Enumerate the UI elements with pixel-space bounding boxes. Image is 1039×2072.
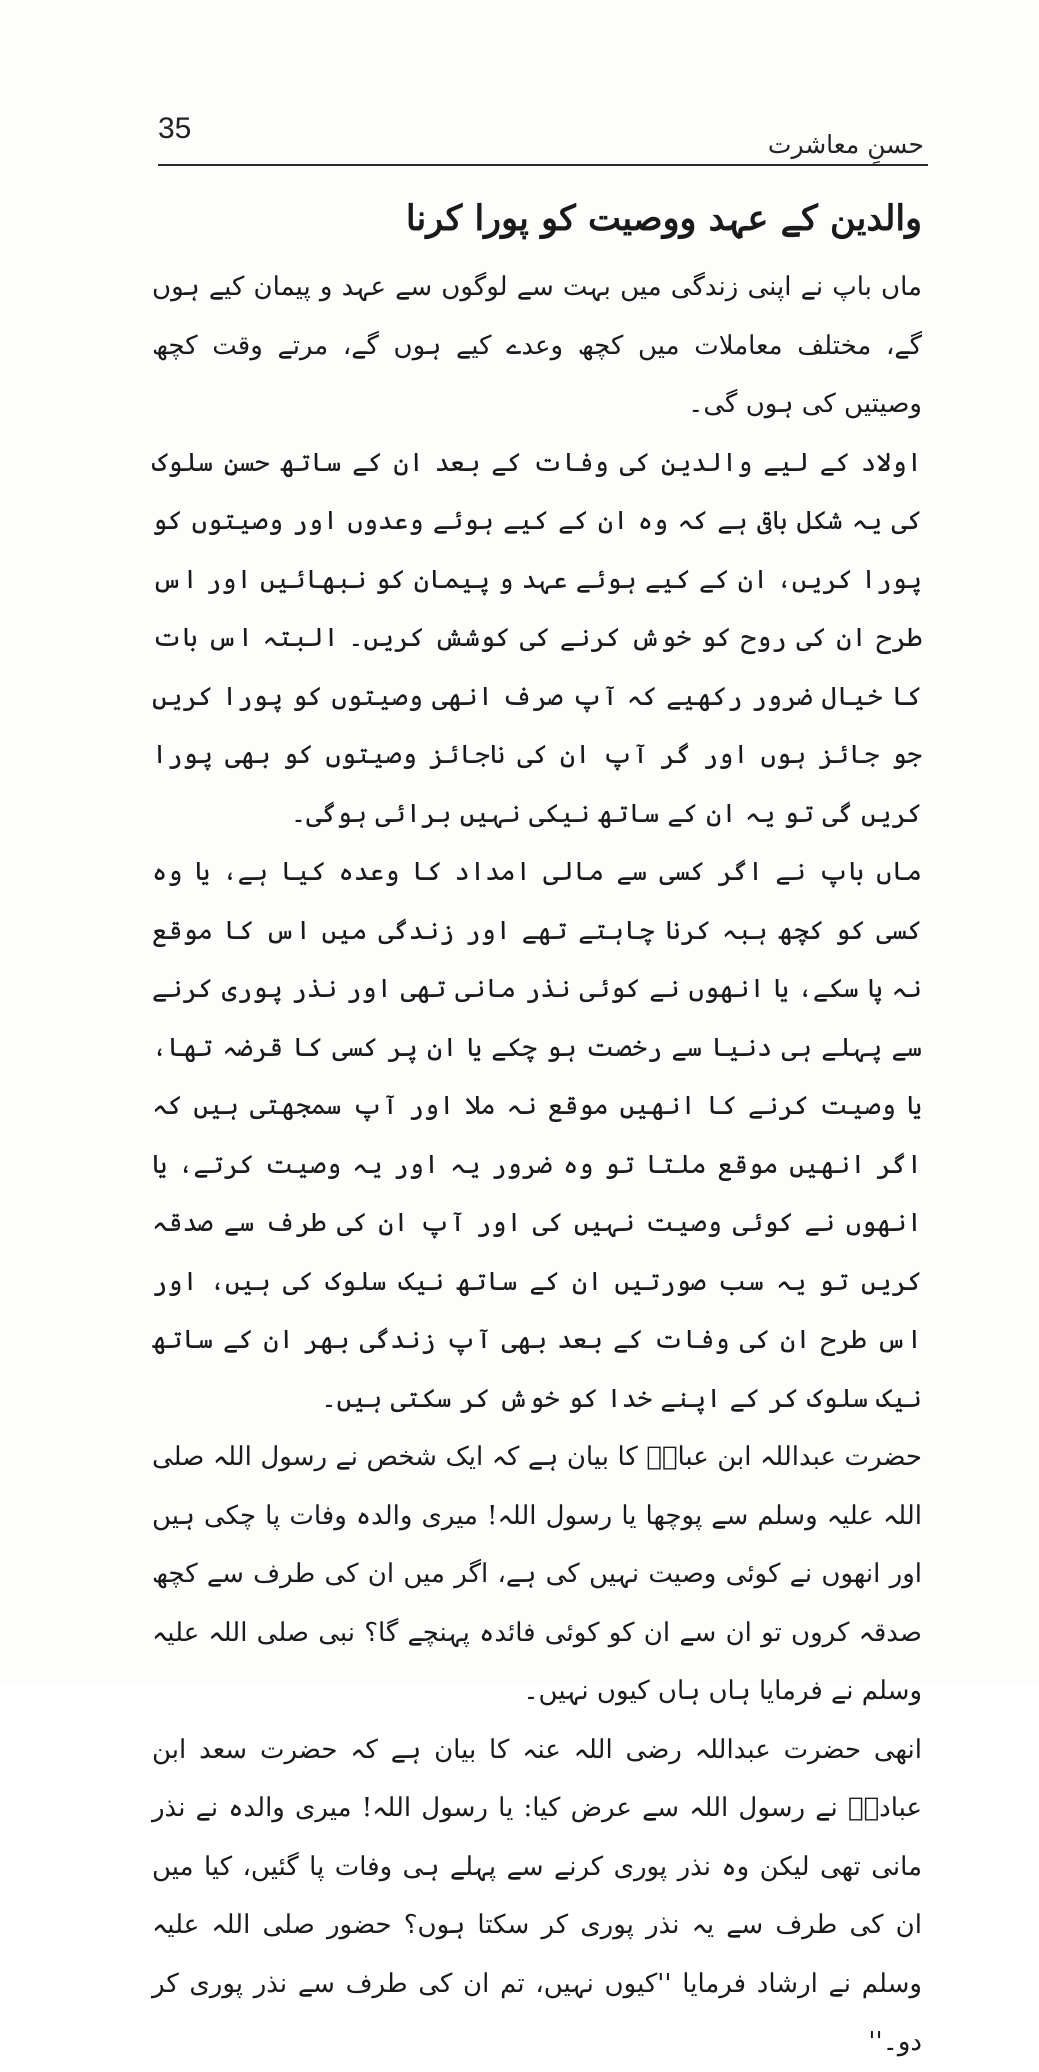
page-number: 35 xyxy=(158,112,192,145)
running-title: حسنِ معاشرت xyxy=(767,130,924,159)
page-header xyxy=(158,112,928,164)
page-content xyxy=(152,196,922,2072)
paragraph-3: ماں باپ نے اگر کسی سے مالی امداد کا وعدہ کیا ہے، یا وہ کسی کو کچھ ہبہ کرنا چاہتے تھے اور زندگی میں اس کا موقع نہ پا سکے، یا انھوں نے کوئی نذر مانی تھی اور نذر پوری کرنے سے پہلے ہی دنیا سے رخصت ہو چکے یا ان پر کسی کا قرضہ تھا، یا وصیت کرنے کا انھیں موقع نہ ملا اور آپ سمجھتی ہیں کہ اگر انھیں موقع ملتا تو وہ ضرور یہ اور یہ وصیت کرتے، یا انھوں نے کوئی وصیت نہیں کی اور آپ ان کی طرف سے صدقہ کریں تو یہ سب صورتیں ان کے ساتھ نیک سلوک کی ہیں، اور اس طرح ان کی وفات کے بعد بھی آپ زندگی بھر ان کے ساتھ نیک سلوک کر کے اپنے خدا کو خوش کر سکتی ہیں۔ xyxy=(152,857,922,1414)
paragraph-1: ماں باپ نے اپنی زندگی میں بہت سے لوگوں سے عہد و پیمان کیے ہوں گے، مختلف معاملات میں کچھ وعدے کیے ہوں گے، مرتے وقت کچھ وصیتیں کی ہوں گی۔ xyxy=(152,272,922,419)
section-heading: والدین کے عہد ووصیت کو پورا کرنا xyxy=(405,198,922,239)
paragraph-5: انھی حضرت عبداللہ رضی اللہ عنہ کا بیان ہے کہ حضرت سعد ابن عبادہؓ نے رسول اللہ سے عرض کیا: یا رسول اللہ! میری والدہ نے نذر مانی تھی لیکن وہ نذر پوری کرنے سے پہلے ہی وفات پا گئیں، کیا میں ان کی طرف سے یہ نذر پوری کر سکتا ہوں؟ حضور صلی اللہ علیہ وسلم نے ارشاد فرمایا ''کیوں نہیں، تم ان کی طرف سے نذر پوری کر دو۔'' xyxy=(152,1734,923,2057)
paragraph-4: حضرت عبداللہ ابن عباسؓ کا بیان ہے کہ ایک شخص نے رسول اللہ صلی اللہ علیہ وسلم سے پوچھا یا رسول اللہ! میری والدہ وفات پا چکی ہیں اور انھوں نے کوئی وصیت نہیں کی ہے، اگر میں ان کی طرف سے کچھ صدقہ کروں تو ان سے ان کو کوئی فائدہ پہنچے گا؟ نبی صلی اللہ علیہ وسلم نے فرمایا ہاں ہاں کیوں نہیں۔ xyxy=(152,1442,922,1706)
paragraph-2: اولاد کے لیے والدین کی وفات کے بعد ان کے ساتھ حسنِ سلوک کی یہ شکل باقی ہے کہ وہ ان کے کیے ہوئے وعدوں اور وصیتوں کو پورا کریں، ان کے کیے ہوئے عہد و پیمان کو نبھائیں اور اس طرح ان کی روح کو خوش کرنے کی کوشش کریں۔ البتہ اس بات کا خیال ضرور رکھیے کہ آپ صرف انھی وصیتوں کو پورا کریں جو جائز ہوں اور گر آپ ان کی ناجائز وصیتوں کو بھی پورا کریں گی تو یہ ان کے ساتھ نیکی نہیں برائی ہوگی۔ xyxy=(152,447,922,829)
header-divider xyxy=(158,164,928,166)
